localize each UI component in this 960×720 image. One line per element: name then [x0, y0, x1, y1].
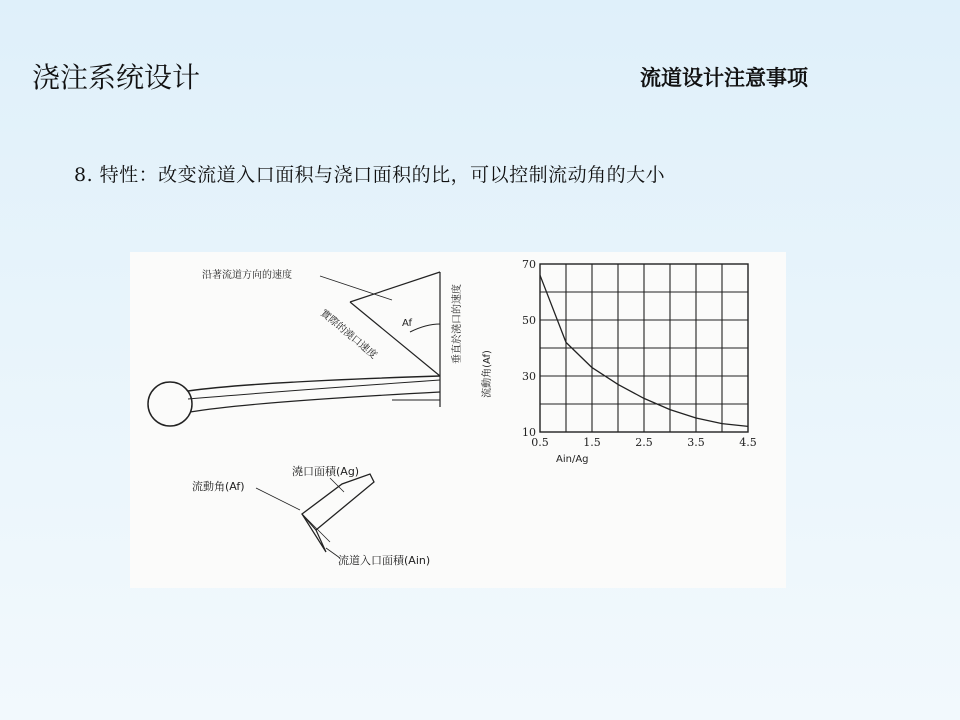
chart-y-tick-label: 50	[522, 314, 536, 327]
leader-line-runner-velocity	[320, 276, 392, 300]
leader-runner-inlet	[326, 548, 340, 558]
gate-sketch-outline	[302, 474, 374, 530]
leader-gate-area	[330, 478, 344, 492]
chart-x-tick-label: 0.5	[531, 436, 549, 449]
af-label: Af	[402, 318, 413, 329]
chart-x-tick-label: 4.5	[739, 436, 757, 449]
flow-angle-chart	[478, 258, 778, 488]
item-8-text: 8. 特性：改变流道入口面积与浇口面积的比，可以控制流动角的大小	[74, 164, 666, 186]
runner-velocity-label: 沿著流道方向的速度	[202, 270, 292, 281]
chart-xlabel: Ain/Ag	[556, 454, 589, 465]
perp-velocity-label: 垂直於澆口的速度	[452, 284, 463, 364]
chart-y-tick-label: 10	[522, 426, 536, 439]
slide-subtitle: 流道设计注意事项	[640, 66, 808, 90]
runner-inner-edge	[188, 380, 440, 399]
gate-area-label: 澆口面積(Ag)	[292, 465, 360, 478]
gate-inlet-line	[302, 514, 330, 542]
runner-velocity-vector	[350, 272, 440, 302]
flow-angle-label: 流動角(Af)	[192, 480, 245, 493]
chart-x-tick-label: 1.5	[583, 436, 601, 449]
runner-cross-section	[148, 382, 192, 426]
chart-y-tick-label: 30	[522, 370, 536, 383]
runner-inlet-area-label: 流道入口面積(Ain)	[338, 554, 431, 567]
leader-flow-angle	[256, 488, 300, 510]
chart-x-tick-label: 3.5	[687, 436, 705, 449]
slide-title: 浇注系统设计	[32, 61, 201, 94]
chart-y-tick-label: 70	[522, 258, 536, 271]
chart-x-tick-label: 2.5	[635, 436, 653, 449]
figure-scan	[130, 252, 786, 588]
actual-gate-velocity-label: 實際的澆口速度	[318, 307, 379, 362]
chart-ylabel: 流動角(Af)	[482, 350, 493, 398]
runner-bottom-edge	[190, 392, 440, 412]
runner-gate-diagram	[130, 252, 530, 588]
flow-angle-arc	[410, 324, 440, 332]
gate-sketch-runner	[302, 514, 326, 552]
